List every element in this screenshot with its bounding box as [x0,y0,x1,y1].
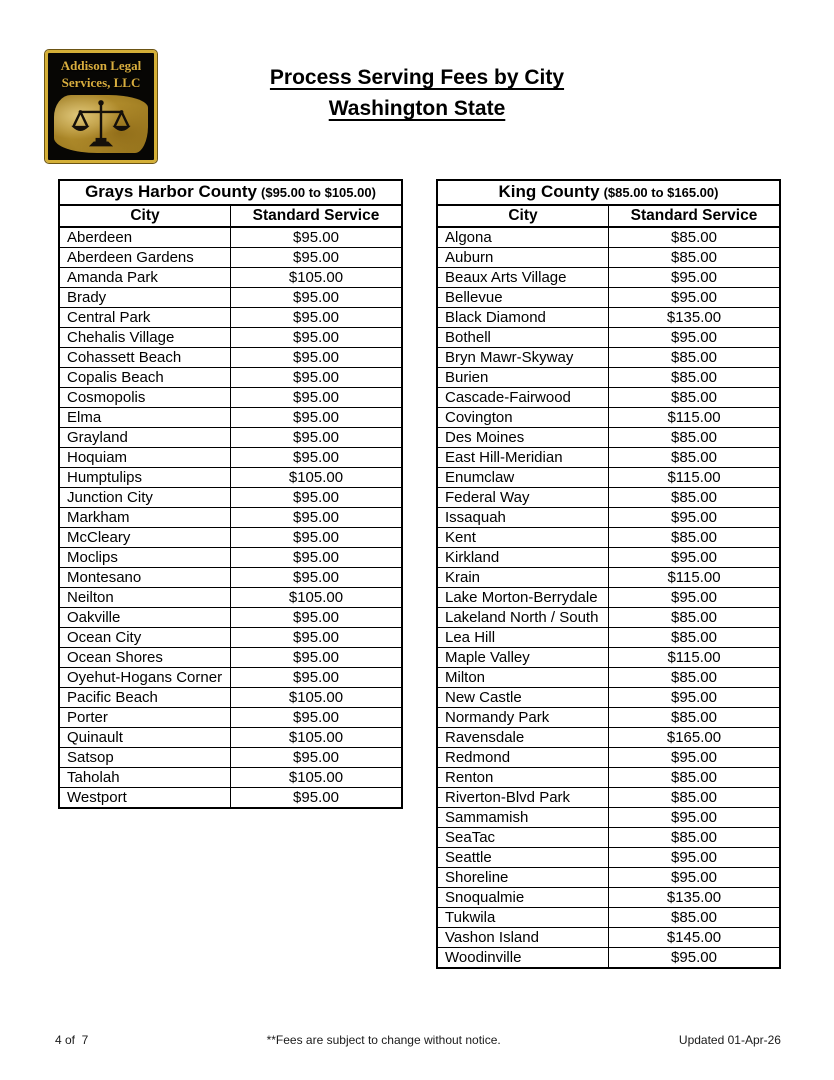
city-cell: Des Moines [437,428,609,448]
city-cell: McCleary [59,528,231,548]
fee-cell: $95.00 [231,708,403,728]
king-county-table [436,179,781,969]
updated-date: Updated 01-Apr-26 [678,1033,781,1047]
table-row [437,368,780,388]
table-row [437,248,780,268]
fee-cell: $115.00 [609,648,781,668]
city-cell: Ocean Shores [59,648,231,668]
table-row [437,288,780,308]
city-cell: Cascade-Fairwood [437,388,609,408]
city-cell: Black Diamond [437,308,609,328]
page-title-line2: Washington State [328,97,506,120]
fee-cell: $95.00 [231,328,403,348]
column-header-row [59,205,402,227]
table-row [59,368,402,388]
table-row [59,248,402,268]
city-cell: Lea Hill [437,628,609,648]
fee-cell: $95.00 [609,848,781,868]
table-row [437,508,780,528]
city-column-header: City [59,205,231,227]
city-cell: Redmond [437,748,609,768]
fee-cell: $95.00 [231,428,403,448]
table-row [437,728,780,748]
table-row [437,848,780,868]
table-row [59,728,402,748]
table-row [437,948,780,969]
fee-cell: $115.00 [609,568,781,588]
city-cell: Sammamish [437,808,609,828]
fee-cell: $135.00 [609,888,781,908]
fee-notice: **Fees are subject to change without notice. [266,1033,501,1047]
city-cell: Taholah [59,768,231,788]
table-row [59,408,402,428]
city-cell: Quinault [59,728,231,748]
table-row [437,828,780,848]
table-row [59,227,402,248]
city-cell: Kent [437,528,609,548]
table-row [437,488,780,508]
fee-cell: $85.00 [609,628,781,648]
fee-cell: $95.00 [231,608,403,628]
table-row [59,588,402,608]
fee-cell: $85.00 [609,388,781,408]
table-row [437,528,780,548]
county-fee-range: ($85.00 to $165.00) [603,185,719,200]
fee-cell: $95.00 [609,688,781,708]
city-cell: Pacific Beach [59,688,231,708]
fee-cell: $95.00 [231,227,403,248]
fee-cell: $85.00 [609,828,781,848]
city-cell: Auburn [437,248,609,268]
page-title [0,62,834,124]
fee-cell: $95.00 [609,288,781,308]
fee-cell: $85.00 [609,608,781,628]
fee-cell: $105.00 [231,688,403,708]
grays-harbor-county-table [58,179,403,809]
city-cell: Kirkland [437,548,609,568]
table-row [437,568,780,588]
fee-cell: $95.00 [609,808,781,828]
fee-cell: $95.00 [231,748,403,768]
city-cell: Lakeland North / South [437,608,609,628]
table-row [59,308,402,328]
table-row [437,708,780,728]
fee-cell: $85.00 [609,788,781,808]
city-cell: Hoquiam [59,448,231,468]
fee-cell: $95.00 [609,548,781,568]
fee-cell: $95.00 [609,588,781,608]
city-cell: Krain [437,568,609,588]
fee-cell: $105.00 [231,588,403,608]
city-cell: Lake Morton-Berrydale [437,588,609,608]
fee-cell: $85.00 [609,488,781,508]
table-row [59,768,402,788]
city-cell: New Castle [437,688,609,708]
table-row [437,868,780,888]
table-row [437,268,780,288]
city-cell: Aberdeen Gardens [59,248,231,268]
city-cell: Central Park [59,308,231,328]
city-cell: Cohassett Beach [59,348,231,368]
table-row [437,348,780,368]
city-cell: Milton [437,668,609,688]
city-cell: Oyehut-Hogans Corner [59,668,231,688]
fee-cell: $85.00 [609,708,781,728]
fee-cell: $105.00 [231,768,403,788]
city-cell: Maple Valley [437,648,609,668]
city-cell: Porter [59,708,231,728]
city-cell: Satsop [59,748,231,768]
table-row [437,668,780,688]
page-number: 4 of 7 [55,1033,89,1047]
county-header-row [59,180,402,205]
city-cell: Bellevue [437,288,609,308]
fee-cell: $95.00 [609,748,781,768]
table-row [59,528,402,548]
fee-cell: $95.00 [231,288,403,308]
fee-cell: $85.00 [609,248,781,268]
table-row [59,448,402,468]
table-row [437,688,780,708]
city-cell: Montesano [59,568,231,588]
table-row [437,808,780,828]
county-header-row [437,180,780,205]
fee-cell: $95.00 [609,268,781,288]
table-row [59,648,402,668]
table-row [437,448,780,468]
fee-cell: $95.00 [231,488,403,508]
city-cell: Humptulips [59,468,231,488]
table-row [59,468,402,488]
city-cell: Bryn Mawr-Skyway [437,348,609,368]
page-title-line1: Process Serving Fees by City [269,66,565,89]
fee-cell: $95.00 [231,528,403,548]
fee-cell: $95.00 [231,508,403,528]
city-cell: Federal Way [437,488,609,508]
table-row [437,768,780,788]
fee-cell: $95.00 [609,508,781,528]
fee-cell: $135.00 [609,308,781,328]
fee-cell: $95.00 [231,308,403,328]
city-cell: Burien [437,368,609,388]
table-row [59,328,402,348]
fee-cell: $95.00 [231,368,403,388]
fee-cell: $95.00 [609,328,781,348]
city-cell: Normandy Park [437,708,609,728]
city-cell: Markham [59,508,231,528]
fee-cell: $95.00 [231,648,403,668]
city-cell: Elma [59,408,231,428]
fee-cell: $95.00 [231,628,403,648]
city-cell: Ravensdale [437,728,609,748]
table-row [59,628,402,648]
city-cell: Vashon Island [437,928,609,948]
city-cell: Issaquah [437,508,609,528]
table-row [59,688,402,708]
city-cell: Ocean City [59,628,231,648]
county-header [437,180,780,205]
table-row [437,648,780,668]
city-cell: Cosmopolis [59,388,231,408]
company-name-line1: Addison Legal [60,58,142,73]
city-cell: East Hill-Meridian [437,448,609,468]
fee-cell: $95.00 [231,348,403,368]
table-row [437,428,780,448]
table-row [437,328,780,348]
city-cell: Renton [437,768,609,788]
city-cell: Aberdeen [59,227,231,248]
county-name: King County [498,182,600,201]
table-row [59,788,402,809]
fee-cell: $95.00 [231,668,403,688]
city-cell: Beaux Arts Village [437,268,609,288]
fee-cell: $95.00 [231,448,403,468]
city-cell: Riverton-Blvd Park [437,788,609,808]
city-cell: Shoreline [437,868,609,888]
city-cell: Brady [59,288,231,308]
service-column-header: Standard Service [231,205,403,227]
table-row [437,408,780,428]
fee-cell: $85.00 [609,348,781,368]
fee-cell: $95.00 [231,568,403,588]
table-row [437,468,780,488]
fee-cell: $95.00 [231,548,403,568]
table-row [437,308,780,328]
table-row [59,288,402,308]
table-row [437,888,780,908]
fee-cell: $165.00 [609,728,781,748]
city-cell: Grayland [59,428,231,448]
table-row [59,548,402,568]
city-cell: Woodinville [437,948,609,969]
fee-cell: $105.00 [231,268,403,288]
service-column-header: Standard Service [609,205,781,227]
table-row [437,388,780,408]
city-cell: Westport [59,788,231,809]
city-cell: Chehalis Village [59,328,231,348]
fee-cell: $95.00 [609,948,781,969]
fee-cell: $85.00 [609,668,781,688]
table-row [437,227,780,248]
fee-cell: $145.00 [609,928,781,948]
fee-cell: $85.00 [609,428,781,448]
table-row [59,668,402,688]
page-footer [55,1033,781,1047]
table-row [59,748,402,768]
table-row [59,488,402,508]
table-row [59,508,402,528]
table-row [59,568,402,588]
city-cell: Bothell [437,328,609,348]
table-row [437,748,780,768]
city-cell: SeaTac [437,828,609,848]
fee-cell: $115.00 [609,408,781,428]
table-row [437,908,780,928]
table-row [437,608,780,628]
city-cell: Tukwila [437,908,609,928]
city-cell: Covington [437,408,609,428]
fee-cell: $95.00 [231,408,403,428]
column-header-row [437,205,780,227]
city-cell: Copalis Beach [59,368,231,388]
table-row [59,428,402,448]
table-row [437,588,780,608]
company-name-line2: Services, LLC [61,74,141,90]
city-column-header: City [437,205,609,227]
city-cell: Junction City [59,488,231,508]
table-row [437,548,780,568]
fee-cell: $105.00 [231,468,403,488]
fee-cell: $115.00 [609,468,781,488]
table-row [437,628,780,648]
county-name: Grays Harbor County [85,182,258,201]
county-fee-range: ($95.00 to $105.00) [261,185,376,200]
city-cell: Oakville [59,608,231,628]
fee-cell: $95.00 [609,868,781,888]
table-row [59,348,402,368]
city-cell: Neilton [59,588,231,608]
fee-cell: $85.00 [609,768,781,788]
table-row [437,788,780,808]
fee-cell: $85.00 [609,227,781,248]
fee-cell: $85.00 [609,528,781,548]
fee-cell: $85.00 [609,448,781,468]
table-row [59,388,402,408]
city-cell: Enumclaw [437,468,609,488]
fee-cell: $95.00 [231,388,403,408]
table-row [437,928,780,948]
county-header [59,180,402,205]
fee-cell: $95.00 [231,248,403,268]
table-row [59,608,402,628]
table-row [59,268,402,288]
city-cell: Amanda Park [59,268,231,288]
fee-cell: $85.00 [609,908,781,928]
city-cell: Snoqualmie [437,888,609,908]
fee-cell: $95.00 [231,788,403,809]
city-cell: Moclips [59,548,231,568]
fee-cell: $85.00 [609,368,781,388]
city-cell: Algona [437,227,609,248]
city-cell: Seattle [437,848,609,868]
fee-cell: $105.00 [231,728,403,748]
table-row [59,708,402,728]
